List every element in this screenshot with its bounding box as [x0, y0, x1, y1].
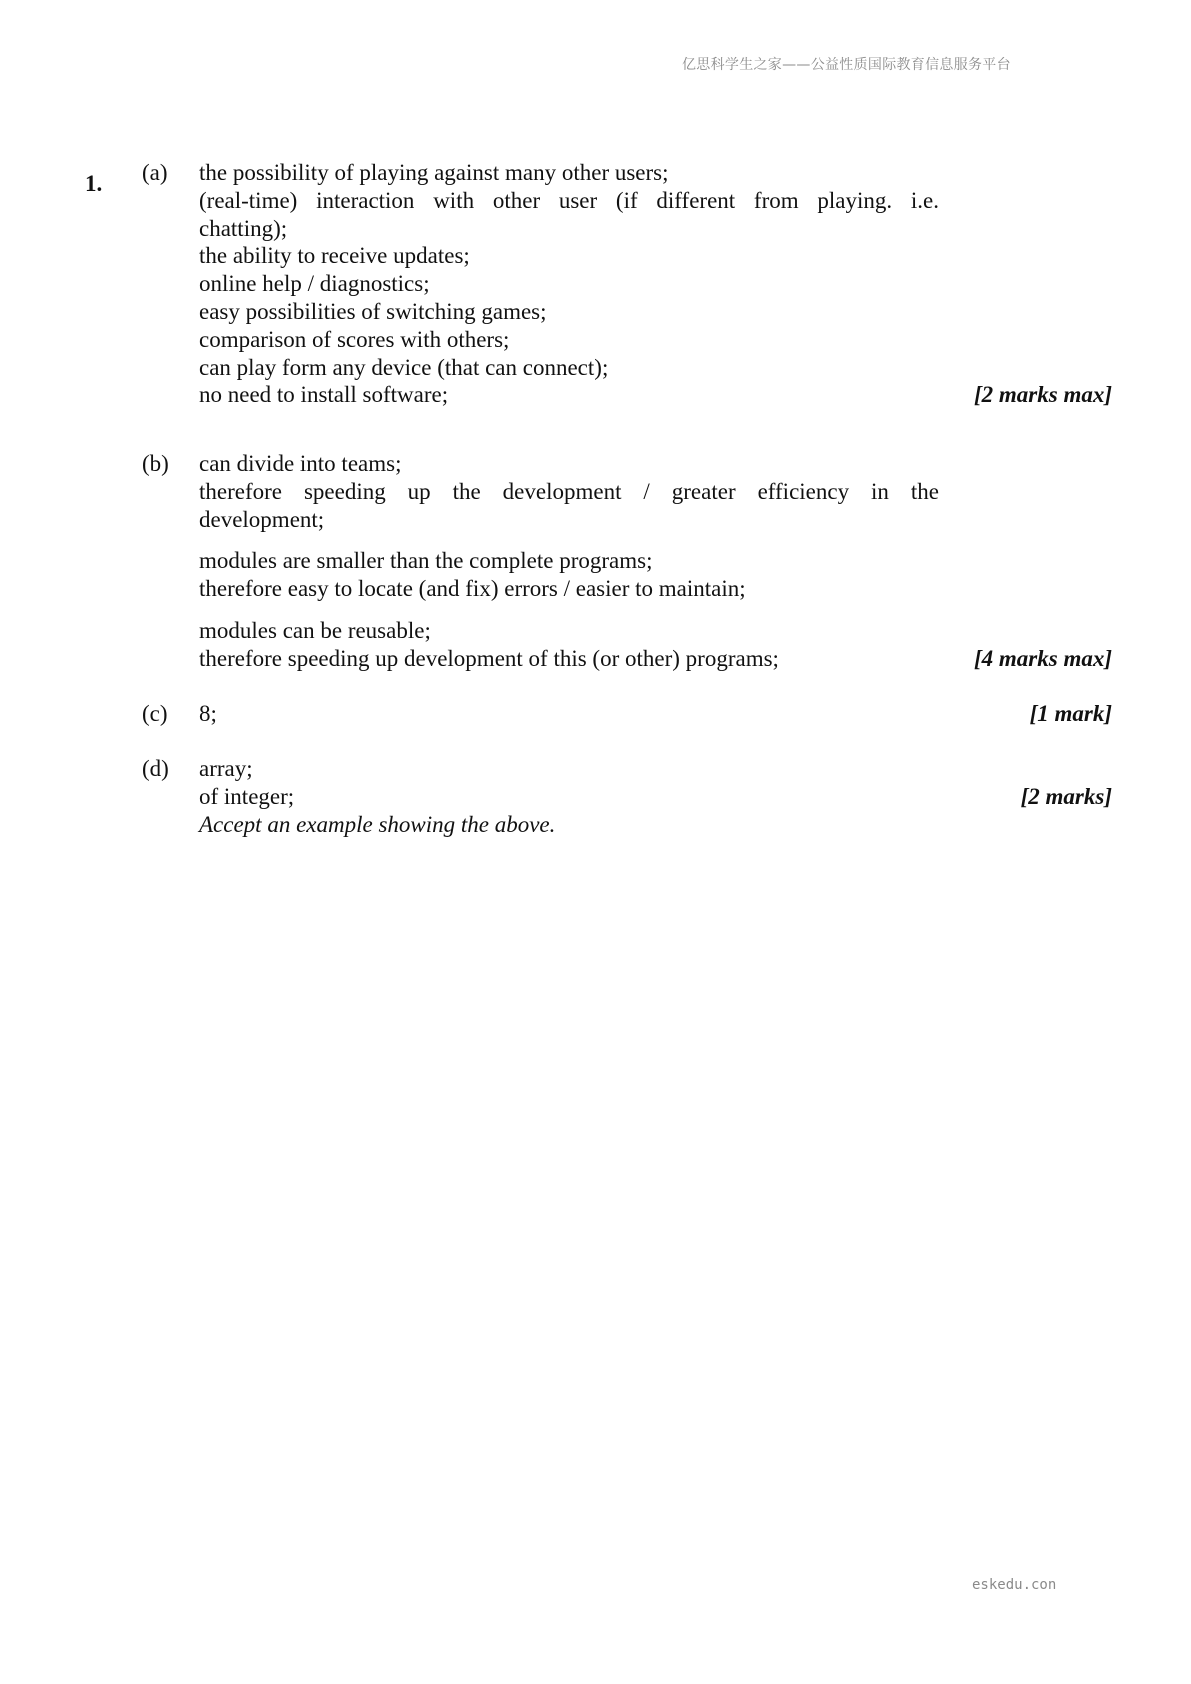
answer-line: modules can be reusable; [199, 617, 431, 643]
answer-line: can play form any device (that can connect); [199, 354, 609, 380]
answer-line: of integer; [199, 783, 295, 809]
answer-line: therefore speeding up development of this (or other) programs; [199, 645, 779, 671]
part-b-answers [199, 450, 939, 673]
part-b-marks: [4 marks max] [974, 645, 1112, 671]
part-d-label: (d) [142, 756, 169, 781]
question-number: 1. [85, 171, 103, 196]
part-a-label: (a) [142, 160, 168, 185]
part-d-answers [199, 755, 939, 838]
answer-line: development; [199, 506, 325, 532]
answer-line: comparison of scores with others; [199, 326, 510, 352]
part-a-answers [199, 159, 939, 409]
header-watermark: 亿思科学生之家——公益性质国际教育信息服务平台 [682, 57, 1011, 73]
answer-note: Accept an example showing the above. [199, 811, 556, 837]
answer-line: can divide into teams; [199, 451, 402, 476]
answer-line: therefore easy to locate (and fix) errors / easier to maintain; [199, 576, 746, 602]
part-c-answers [199, 700, 939, 728]
part-b-label: (b) [142, 451, 169, 476]
part-a-marks: [2 marks max] [974, 382, 1112, 408]
answer-line: modules are smaller than the complete programs; [199, 548, 653, 574]
answer-line: array; [199, 756, 253, 781]
answer-line: online help / diagnostics; [199, 271, 430, 297]
answer-line: therefore speeding up the development / greater efficiency in the [199, 478, 939, 504]
answer-line: 8; [199, 701, 217, 726]
part-d-marks: [2 marks] [1020, 783, 1112, 809]
part-c-marks: [1 mark] [1029, 701, 1112, 726]
answer-line: the possibility of playing against many other users; [199, 160, 669, 185]
footer-watermark: eskedu.con [972, 1577, 1057, 1593]
part-c-label: (c) [142, 701, 168, 726]
answer-line: chatting); [199, 215, 288, 241]
answer-line: (real-time) interaction with other user (if different from playing. i.e. [199, 187, 939, 213]
answer-line: easy possibilities of switching games; [199, 298, 547, 324]
answer-line: the ability to receive updates; [199, 243, 470, 269]
answer-line: no need to install software; [199, 382, 449, 408]
